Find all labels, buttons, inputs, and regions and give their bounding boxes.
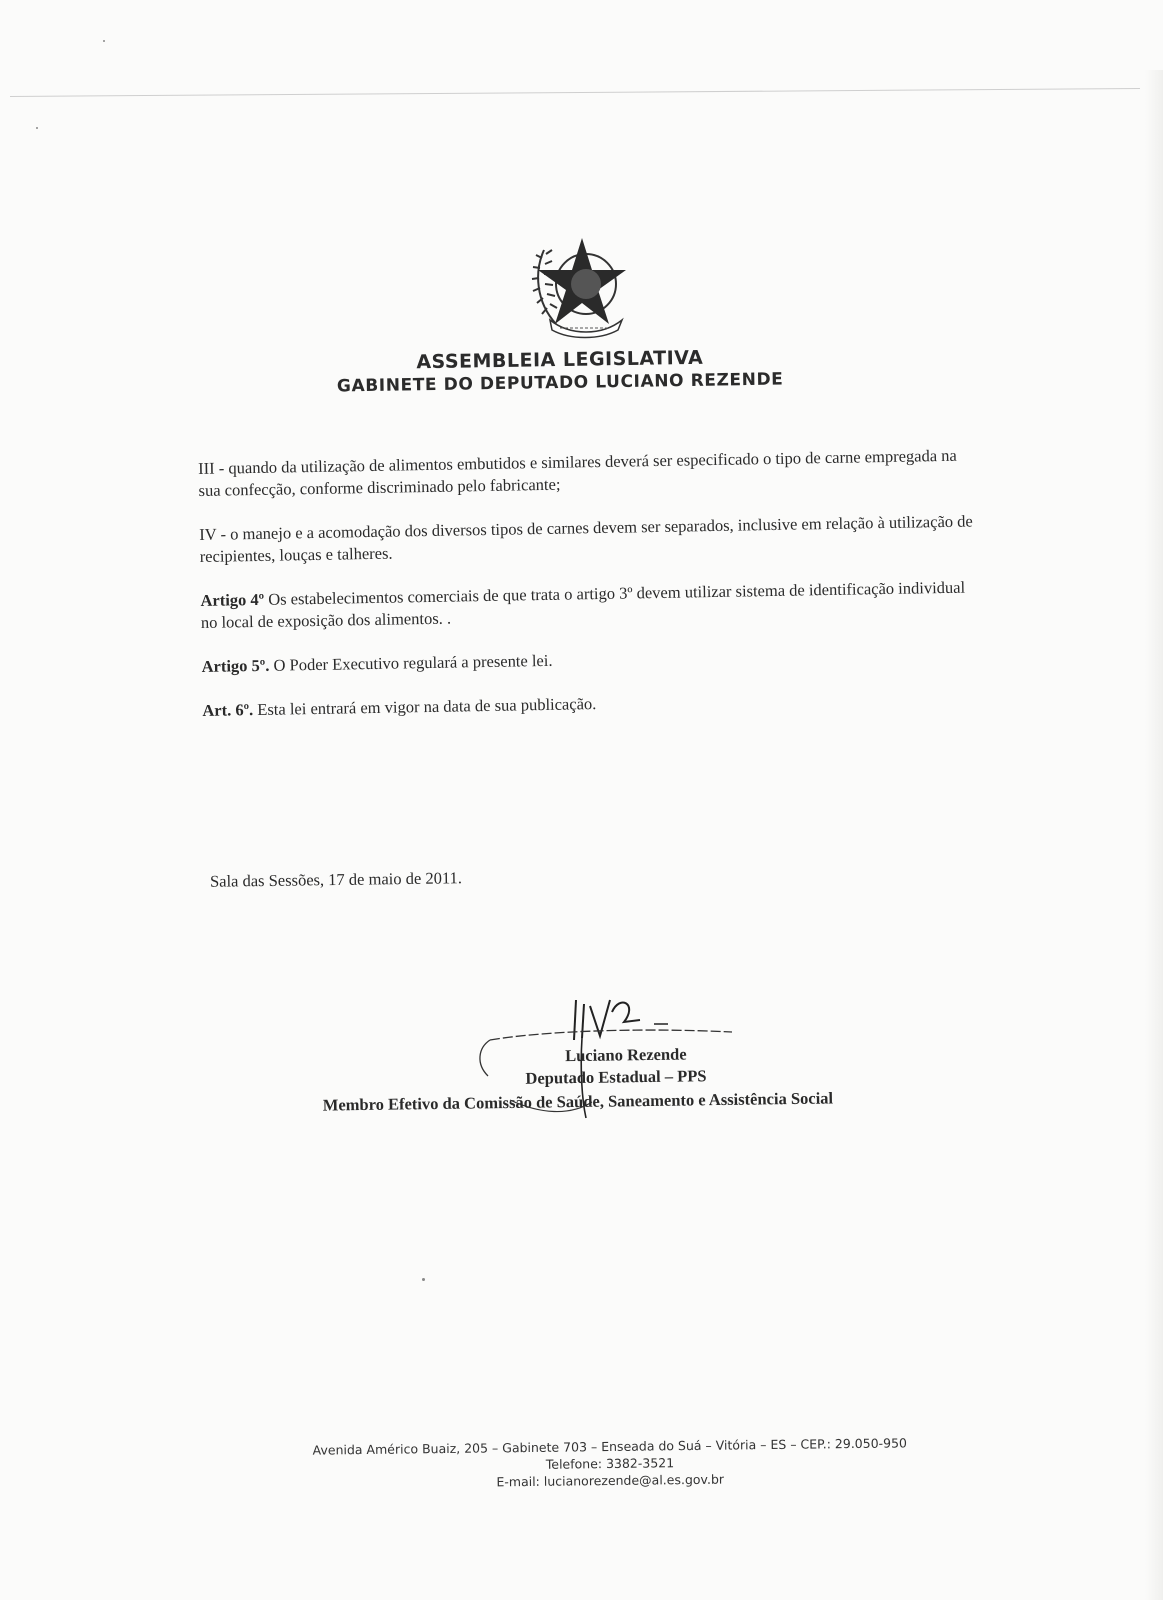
paragraph-article-6 — [202, 686, 982, 722]
paragraph-item-4: IV - o manejo e a acomodação dos diversos tipos de carnes devem ser separados, inclusive em relação à utilização de recipientes, louças e talheres. — [199, 511, 973, 566]
article-5-text: O Poder Executivo regulará a presente lei. — [269, 650, 553, 675]
article-6-label: Art. 6º. — [202, 700, 254, 720]
document-header — [300, 344, 821, 398]
article-4-text: Os estabelecimentos comerciais de que trata o artigo 3º devem utilizar sistema de identificação individual no local de exposição dos alimentos. . — [200, 577, 966, 632]
paragraph-article-4 — [200, 576, 981, 634]
article-4-label: Artigo 4º — [200, 589, 265, 610]
document-footer — [250, 1434, 971, 1494]
signer-name: Luciano Rezende — [565, 1044, 687, 1066]
article-5-label: Artigo 5º. — [201, 655, 270, 676]
footer-address: Avenida Américo Buaiz, 205 – Gabinete 703 – Enseada do Suá – Vitória – ES – CEP.: 29.050-950 — [312, 1435, 908, 1458]
scan-speck — [103, 40, 105, 42]
article-6-text: Esta lei entrará em vigor na data de sua publicação. — [253, 694, 597, 720]
scan-artifact-edge — [1145, 70, 1163, 1600]
signer-role: Deputado Estadual – PPS — [525, 1066, 707, 1088]
institution-title: ASSEMBLEIA LEGISLATIVA — [416, 346, 704, 374]
office-title: GABINETE DO DEPUTADO LUCIANO REZENDE — [336, 369, 784, 397]
paragraph-article-5 — [201, 642, 981, 678]
session-date: Sala das Sessões, 17 de maio de 2011. — [209, 868, 463, 891]
scan-speck — [422, 1278, 425, 1281]
document-body — [198, 444, 983, 744]
signer-membership: Membro Efetivo da Comissão de Saúde, Saneamento e Assistência Social — [322, 1088, 834, 1115]
scan-artifact-line — [10, 88, 1140, 97]
footer-email: E-mail: lucianorezende@al.es.gov.br — [496, 1471, 725, 1490]
scan-speck — [36, 127, 38, 129]
footer-phone: Telefone: 3382-3521 — [545, 1455, 675, 1472]
state-coat-of-arms-icon — [530, 232, 630, 340]
paragraph-item-3: III - quando da utilização de alimentos embutidos e similares deverá ser especificado o tipo de carne empregada na sua confecção, conforme discriminado pelo fabricante; — [198, 445, 957, 500]
